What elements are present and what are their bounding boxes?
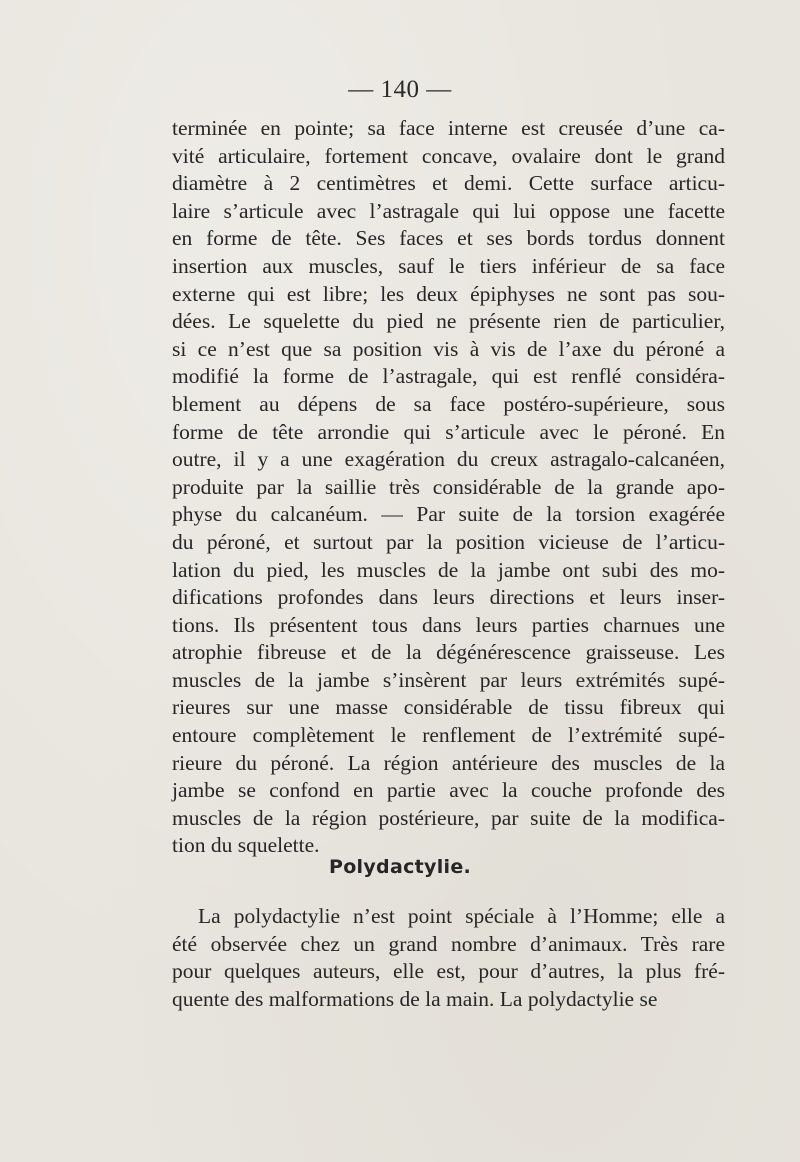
text-line: La polydactylie n’est point spéciale à l’Homme; elle a — [198, 904, 725, 928]
paragraph-anatomy — [172, 115, 725, 860]
text-line: laire s’articule avec l’astragale qui lui oppose une facette — [172, 198, 725, 223]
text-line: produite par la saillie très considérable de la grande apo- — [172, 474, 725, 499]
text-line: dées. Le squelette du pied ne présente rien de particulier, — [172, 309, 725, 334]
text-line: en forme de tête. Ses faces et ses bords tordus donnent — [172, 226, 725, 251]
text-line: rieures sur une masse considérable de tissu fibreux qui — [172, 695, 725, 720]
page-number: — 140 — — [348, 76, 452, 103]
text-line: insertion aux muscles, sauf le tiers inférieur de sa face — [172, 253, 725, 278]
text-line: muscles de la région postérieure, par suite de la modifica- — [172, 805, 725, 830]
section-heading: Polydactylie. — [328, 856, 472, 878]
text-line: rieure du péroné. La région antérieure des muscles de la — [172, 750, 725, 775]
text-line: lation du pied, les muscles de la jambe ont subi des mo- — [172, 557, 725, 582]
text-line: du péroné, et surtout par la position vicieuse de l’articu- — [172, 529, 725, 554]
text-line: outre, il y a une exagération du creux astragalo-calcanéen, — [172, 447, 725, 472]
text-line: blement au dépens de sa face postéro-supérieure, sous — [172, 391, 725, 416]
paragraph-polydactylie — [172, 903, 725, 1013]
text-line: quente des malformations de la main. La polydactylie se — [172, 986, 658, 1011]
text-line: forme de tête arrondie qui s’articule avec le péroné. En — [172, 419, 725, 444]
text-line: jambe se confond en partie avec la couche profonde des — [172, 778, 725, 803]
text-line: externe qui est libre; les deux épiphyses ne sont pas sou- — [172, 281, 725, 306]
text-line: pour quelques auteurs, elle est, pour d’autres, la plus fré- — [172, 959, 725, 984]
text-line: physe du calcanéum. — Par suite de la torsion exagérée — [172, 502, 725, 527]
text-line: muscles de la jambe s’insèrent par leurs extrémités supé- — [172, 667, 725, 692]
text-line: terminée en pointe; sa face interne est creusée d’une ca- — [172, 116, 725, 140]
text-line: si ce n’est que sa position vis à vis de l’axe du péroné a — [172, 336, 725, 361]
text-line: tions. Ils présentent tous dans leurs parties charnues une — [172, 612, 725, 637]
text-line: difications profondes dans leurs directions et leurs inser- — [172, 585, 725, 610]
text-line: modifié la forme de l’astragale, qui est renflé considéra- — [172, 364, 725, 389]
text-line: atrophie fibreuse et de la dégénérescence graisseuse. Les — [172, 640, 725, 665]
text-line: diamètre à 2 centimètres et demi. Cette surface articu- — [172, 171, 725, 196]
text-line: vité articulaire, fortement concave, ovalaire dont le grand — [172, 143, 725, 168]
text-line: entoure complètement le renflement de l’extrémité supé- — [172, 723, 725, 748]
text-line: été observée chez un grand nombre d’animaux. Très rare — [172, 931, 725, 956]
text-line: tion du squelette. — [172, 833, 320, 858]
